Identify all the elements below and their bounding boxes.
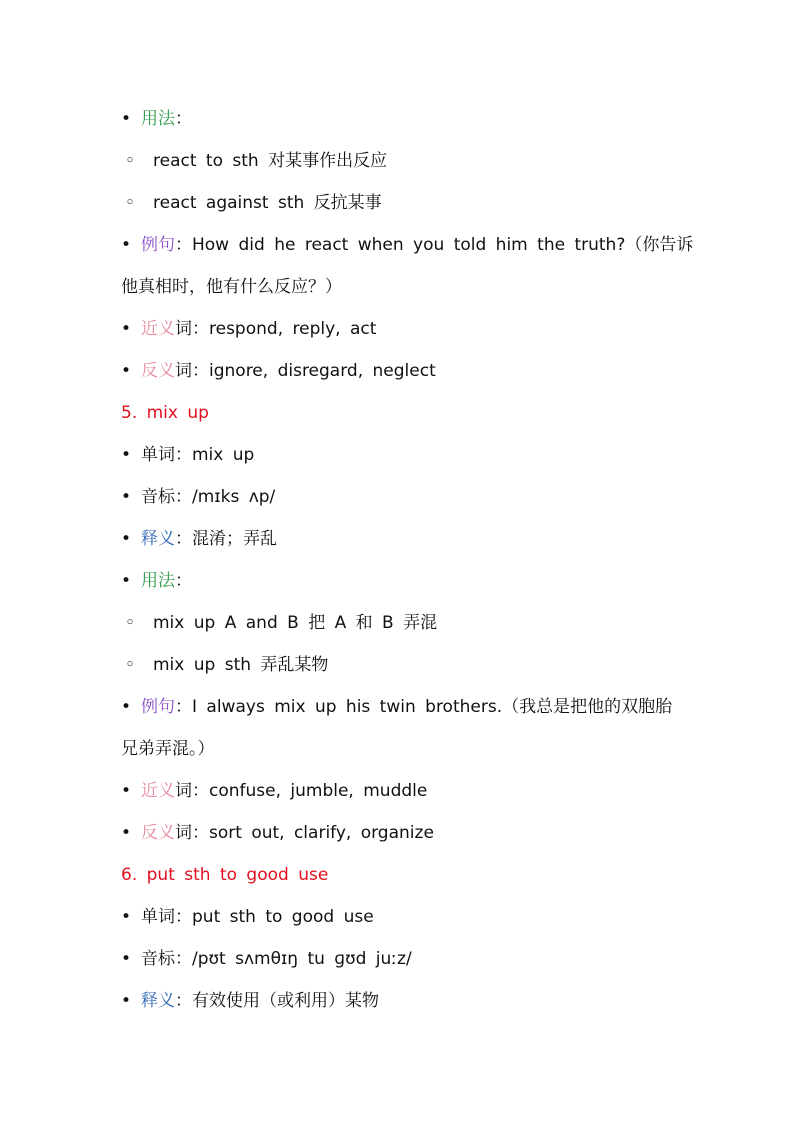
heading-text: 6. put sth to good use	[121, 865, 329, 885]
synonym-line-1	[121, 317, 682, 341]
colon: ：	[175, 529, 192, 549]
usage-item-text: react to sth 对某事作出反应	[153, 151, 388, 171]
colon: ：	[175, 949, 192, 969]
antonym-text: ignore, disregard, neglect	[209, 361, 436, 381]
circle-bullet-icon: ◦	[125, 613, 136, 633]
section-heading-5	[121, 401, 682, 425]
example-line-5-continued	[121, 737, 682, 761]
usage-item-5-1	[121, 611, 682, 635]
phonetic-line-6	[121, 947, 682, 971]
meaning-label: 释义	[141, 991, 175, 1011]
meaning-label: 释义	[141, 529, 175, 549]
antonym-label-suffix: 词	[175, 361, 192, 381]
bullet-icon: •	[121, 235, 132, 255]
bullet-icon: •	[121, 361, 132, 381]
meaning-line-5	[121, 527, 682, 551]
usage-line-5	[121, 569, 682, 593]
example-line-1	[121, 233, 694, 257]
colon: ：	[175, 907, 192, 927]
colon: ：	[175, 487, 192, 507]
bullet-icon: •	[121, 697, 132, 717]
synonym-label-prefix: 近义	[141, 781, 175, 801]
word-label: 单词	[141, 907, 175, 927]
example-label: 例句	[141, 235, 175, 255]
example-label: 例句	[141, 697, 175, 717]
usage-line-1	[121, 107, 682, 131]
bullet-icon: •	[121, 781, 132, 801]
colon: ：	[175, 571, 192, 591]
bullet-icon: •	[121, 487, 132, 507]
usage-item-2	[121, 191, 682, 215]
usage-label: 用法	[141, 571, 175, 591]
antonym-label-prefix: 反义	[141, 823, 175, 843]
word-line-5	[121, 443, 682, 467]
meaning-text: 混淆；弄乱	[192, 529, 277, 549]
example-text-continued: 兄弟弄混。）	[121, 739, 215, 759]
antonym-label-suffix: 词	[175, 823, 192, 843]
usage-item-text: react against sth 反抗某事	[153, 193, 382, 213]
colon: ：	[175, 235, 192, 255]
colon: ：	[175, 109, 192, 129]
synonym-label-prefix: 近义	[141, 319, 175, 339]
colon: ：	[192, 781, 209, 801]
example-text-continued: 他真相时，他有什么反应？）	[121, 277, 342, 297]
phonetic-text: /mɪks ʌp/	[192, 487, 276, 507]
bullet-icon: •	[121, 823, 132, 843]
usage-item-text: mix up sth 弄乱某物	[153, 655, 329, 675]
phonetic-label: 音标	[141, 949, 175, 969]
usage-item-5-2	[121, 653, 682, 677]
colon: ：	[175, 697, 192, 717]
bullet-icon: •	[121, 991, 132, 1011]
example-line-1-continued	[121, 275, 682, 299]
antonym-line-5	[121, 821, 682, 845]
usage-item-1	[121, 149, 682, 173]
phonetic-text: /pʊt sʌmθɪŋ tu ɡʊd juːz/	[192, 949, 412, 969]
synonym-text: respond, reply, act	[209, 319, 377, 339]
synonym-label-suffix: 词	[175, 319, 192, 339]
antonym-line-1	[121, 359, 682, 383]
bullet-icon: •	[121, 949, 132, 969]
synonym-text: confuse, jumble, muddle	[209, 781, 428, 801]
antonym-text: sort out, clarify, organize	[209, 823, 434, 843]
bullet-icon: •	[121, 571, 132, 591]
example-text: I always mix up his twin brothers.（我总是把他的双胞胎	[192, 697, 673, 717]
synonym-line-5	[121, 779, 682, 803]
word-text: put sth to good use	[192, 907, 374, 927]
phonetic-label: 音标	[141, 487, 175, 507]
bullet-icon: •	[121, 907, 132, 927]
word-label: 单词	[141, 445, 175, 465]
example-text: How did he react when you told him the truth?（你告诉	[192, 235, 694, 255]
usage-label: 用法	[141, 109, 175, 129]
bullet-icon: •	[121, 445, 132, 465]
colon: ：	[175, 445, 192, 465]
section-heading-6	[121, 863, 682, 887]
phonetic-line-5	[121, 485, 682, 509]
circle-bullet-icon: ◦	[125, 655, 136, 675]
bullet-icon: •	[121, 529, 132, 549]
meaning-text: 有效使用（或利用）某物	[192, 991, 379, 1011]
circle-bullet-icon: ◦	[125, 151, 136, 171]
word-line-6	[121, 905, 682, 929]
word-text: mix up	[192, 445, 255, 465]
colon: ：	[192, 319, 209, 339]
heading-text: 5. mix up	[121, 403, 209, 423]
circle-bullet-icon: ◦	[125, 193, 136, 213]
usage-item-text: mix up A and B 把 A 和 B 弄混	[153, 613, 438, 633]
meaning-line-6	[121, 989, 682, 1013]
antonym-label-prefix: 反义	[141, 361, 175, 381]
colon: ：	[192, 823, 209, 843]
colon: ：	[192, 361, 209, 381]
bullet-icon: •	[121, 109, 132, 129]
bullet-icon: •	[121, 319, 132, 339]
synonym-label-suffix: 词	[175, 781, 192, 801]
example-line-5	[121, 695, 682, 719]
colon: ：	[175, 991, 192, 1011]
